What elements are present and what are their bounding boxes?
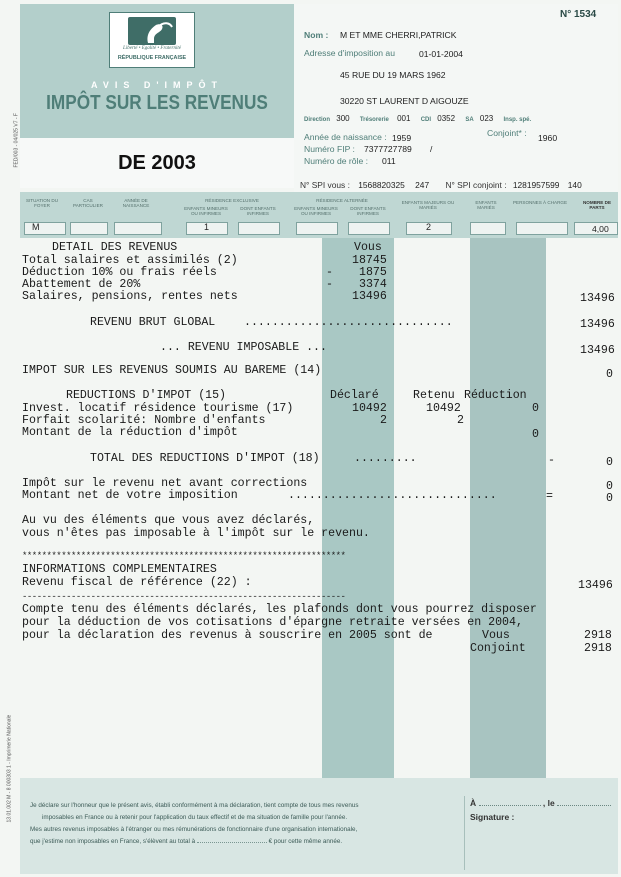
row-sign: - — [326, 278, 333, 291]
lieu-field[interactable] — [479, 805, 541, 806]
footer-line: Mes autres revenus imposables à l'étranger ou mes rémunérations de fonctionnaire d'une organisation internationale, — [30, 826, 358, 833]
situation-col-parts: NOMBRE DE PARTS — [582, 200, 612, 210]
footer-declaration — [30, 800, 460, 848]
situation-box-enfants-alt — [296, 222, 338, 235]
address-line2: 30220 ST LAURENT D AIGOUZE — [340, 96, 469, 106]
col-declare: Déclaré — [330, 389, 379, 402]
compte-line1: Compte tenu des éléments déclarés, les plafonds dont vous pourrez disposer — [22, 603, 537, 616]
col-reduction: Réduction — [464, 389, 527, 402]
vu-line2: vous n'êtes pas imposable à l'impôt sur le revenu. — [22, 527, 370, 540]
situation-col-naissance: ANNÉE DE NAISSANCE — [122, 198, 150, 208]
rfr-value: 13496 — [578, 579, 613, 592]
spi-label: N° SPI vous : — [300, 180, 350, 190]
montant-net-value: 0 — [606, 492, 613, 505]
montant-net-sign: = — [546, 490, 553, 503]
footer-line4b: € pour cette même année. — [268, 838, 343, 845]
col-retenu: Retenu — [413, 389, 455, 402]
spi-extra: 247 — [415, 180, 430, 190]
situation-group-exclusive: RÉSIDENCE EXCLUSIVE — [205, 198, 259, 203]
naissance-label: Année de naissance : — [304, 132, 387, 142]
compte-line2: pour la déduction de vos cotisations d'épargne retraite versées en 2004, — [22, 616, 523, 629]
situation-value-majeurs: 2 — [426, 222, 432, 232]
side-code-bottom: 13.01.002 M - 8 000303 1 - Imprimerie Nationale — [6, 714, 13, 823]
fip-slash: / — [430, 144, 433, 154]
nom-label: Nom : — [304, 30, 329, 40]
logo-motto: Liberté • Égalité • Fraternité — [123, 46, 181, 51]
detail-title: DETAIL DES REVENUS — [52, 241, 178, 254]
footer-amount-field[interactable] — [197, 842, 267, 843]
situation-col-majeurs: ENFANTS MAJEURS OU MARIÉS — [401, 200, 455, 210]
fip-value: 7377727789 — [364, 144, 412, 154]
row-label: Abattement de 20% — [22, 278, 141, 291]
a-label: À — [470, 798, 477, 808]
plafond-conj-value: 2918 — [584, 642, 612, 655]
row-right: 13496 — [580, 292, 615, 305]
tresorerie-value: 001 — [397, 114, 411, 123]
vu-line1: Au vu des éléments que vous avez déclarés, — [22, 514, 315, 527]
situation-group-alternee: RÉSIDENCE ALTERNÉE — [316, 198, 368, 203]
doc-number: N° 1534 — [560, 9, 597, 20]
spi-row — [300, 180, 582, 190]
total-red-dots: ......... — [354, 452, 417, 465]
situation-box-infirmes-alt — [348, 222, 390, 235]
situation-col-charge: PERSONNES À CHARGE — [512, 200, 568, 205]
tresorerie-label: Trésorerie — [359, 117, 389, 123]
footer-divider — [464, 796, 465, 870]
red-label: Montant de la réduction d'impôt — [22, 426, 238, 439]
direction-label: Direction — [304, 117, 331, 123]
cdi-value: 0352 — [437, 114, 456, 123]
spi-value: 1568820325 — [358, 180, 405, 190]
address-line1: 45 RUE DU 19 MARS 1962 — [340, 70, 446, 80]
marianne-logo-icon — [128, 17, 176, 45]
role-value: 011 — [382, 156, 396, 166]
plafond-vous-label: Vous — [482, 629, 510, 642]
row-label: Déduction 10% ou frais réels — [22, 266, 217, 279]
brut-dots: .............................. — [244, 316, 453, 329]
spi-conj-extra: 140 — [567, 180, 582, 190]
bareme-value: 0 — [606, 368, 613, 381]
main-title: IMPÔT SUR LES REVENUS — [46, 92, 268, 114]
cdi-label: CDI — [420, 117, 432, 123]
situation-box-charge — [516, 222, 568, 235]
situation-col-cas: CAS PARTICULIER — [73, 198, 103, 208]
row-vous: 18745 — [352, 254, 387, 267]
situation-value-enfants: 1 — [204, 222, 210, 232]
side-code-top: FED/003 - 04/025 V7 - F — [13, 113, 20, 168]
situation-col-maries: ENFANTS MARIÉS — [475, 200, 497, 210]
footer-line4a: que j'estime non imposables en France, s'élèvent au total à — [30, 838, 196, 845]
insp-label: Insp. spé. — [503, 117, 532, 123]
situation-col-infirmes-alt: DONT ENFANTS INFIRMES — [350, 206, 386, 216]
footer-line: Je déclare sur l'honneur que le présent avis, établi conformément à ma déclaration, tient compte de tous mes revenus — [30, 802, 359, 809]
sa-value: 023 — [479, 114, 494, 123]
signature-field[interactable] — [470, 826, 616, 866]
footer-line — [30, 836, 460, 848]
imposable-value: 13496 — [580, 344, 615, 357]
brut-label: REVENU BRUT GLOBAL — [90, 316, 216, 329]
situation-box-naissance — [114, 222, 162, 235]
conjoint-label: Conjoint* : — [487, 128, 527, 138]
situation-box-cas — [70, 222, 108, 235]
situation-col-foyer: SITUATION DU FOYER — [25, 198, 59, 208]
montant-net-dots: .............................. — [288, 489, 497, 502]
plafond-vous-value: 2918 — [584, 629, 612, 642]
red-label: Invest. locatif résidence tourisme (17) — [22, 402, 294, 415]
situation-col-infirmes-excl: DONT ENFANTS INFIRMES — [240, 206, 276, 216]
red-label: Forfait scolarité: Nombre d'enfants — [22, 414, 266, 427]
impot-net-value: 0 — [606, 480, 613, 493]
adresse-date: 01-01-2004 — [419, 49, 463, 59]
situation-box-maries — [470, 222, 506, 235]
spi-conj-label: N° SPI conjoint : — [445, 180, 507, 190]
reductions-title: REDUCTIONS D'IMPOT (15) — [66, 389, 227, 402]
rfr-label: Revenu fiscal de référence (22) : — [22, 576, 252, 589]
date-field[interactable] — [557, 805, 611, 806]
dashes-divider: ------------------------------------------------------------------ — [22, 592, 346, 602]
red-reduction: 0 — [532, 402, 539, 415]
le-label: , le — [542, 798, 555, 808]
situation-col-enfants-excl: ENFANTS MINEURS OU INFIRMES — [184, 206, 228, 216]
role-label: Numéro de rôle : — [304, 156, 369, 166]
info-title: INFORMATIONS COMPLEMENTAIRES — [22, 563, 217, 576]
red-reduction: 0 — [532, 428, 539, 441]
red-declare: 10492 — [352, 402, 387, 415]
year-title: DE 2003 — [118, 152, 196, 174]
spi-conj-value: 1281957599 — [512, 180, 560, 190]
lieu-row — [470, 798, 611, 808]
total-red-label: TOTAL DES REDUCTIONS D'IMPOT (18) — [90, 452, 320, 465]
nom-value: M ET MME CHERRI,PATRICK — [340, 30, 457, 40]
row-vous: 3374 — [359, 278, 387, 291]
footer-line: imposables en France ou à retenir pour l'application du taux effectif et de ma situation de famille pour l'année. — [42, 814, 348, 821]
republique-logo — [109, 12, 195, 68]
total-red-sign: - — [548, 454, 555, 467]
naissance-value: 1959 — [392, 133, 412, 143]
adresse-label: Adresse d'imposition au — [304, 48, 395, 58]
situation-value-parts: 4,00 — [592, 224, 609, 234]
red-retenu: 2 — [457, 414, 464, 427]
impot-net-label: Impôt sur le revenu net avant corrections — [22, 477, 308, 490]
brut-value: 13496 — [580, 318, 615, 331]
row-vous: 13496 — [352, 290, 387, 303]
logo-country: RÉPUBLIQUE FRANÇAISE — [117, 55, 187, 61]
compte-line3: pour la déclaration des revenus à souscrire en 2005 sont de — [22, 629, 433, 642]
signature-label: Signature : — [470, 812, 515, 822]
situation-box-foyer — [24, 222, 66, 235]
stars-divider: ****************************************************************** — [22, 551, 346, 561]
direction-value: 300 — [336, 114, 350, 123]
situation-col-enfants-alt: ENFANTS MINEURS OU INFIRMES — [294, 206, 338, 216]
situation-box-infirmes-excl — [238, 222, 280, 235]
fip-label: Numéro FIP : — [304, 144, 355, 154]
red-retenu: 10492 — [426, 402, 461, 415]
row-label: Total salaires et assimilés (2) — [22, 254, 238, 267]
avis-label: AVIS D'IMPÔT — [91, 80, 223, 90]
conjoint-value: 1960 — [538, 133, 558, 143]
row-sign: - — [326, 266, 333, 279]
sa-label: SA — [465, 117, 474, 123]
row-vous: 1875 — [359, 266, 387, 279]
vous-header: Vous — [354, 241, 382, 254]
imposable-label: ... REVENU IMPOSABLE ... — [160, 341, 327, 354]
retenu-column-band — [470, 238, 546, 778]
row-label: Salaires, pensions, rentes nets — [22, 290, 238, 303]
red-declare: 2 — [380, 414, 387, 427]
montant-net-label: Montant net de votre imposition — [22, 489, 238, 502]
bareme-label: IMPOT SUR LES REVENUS SOUMIS AU BAREME (14) — [22, 364, 322, 377]
total-red-value: 0 — [606, 456, 613, 469]
situation-value-foyer: M — [32, 222, 40, 232]
codes-row — [304, 114, 531, 123]
plafond-conj-label: Conjoint — [470, 642, 526, 655]
